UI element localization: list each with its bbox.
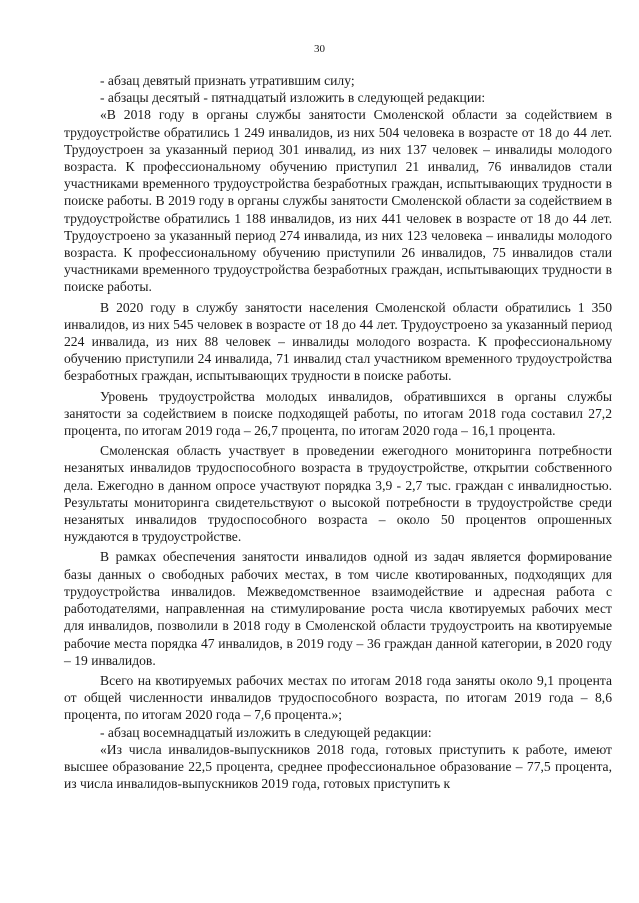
paragraph-monitoring: Смоленская область участвует в проведении ежегодного мониторинга потребности незанятых инвалидов трудоспособного возраста в трудоустройстве, открытии собственного дела. Ежегодно в данном опросе участвуют порядка 3,9 - 2,7 тыс. граждан с инвалидностью. Результаты мониторинга свидетельствуют о высокой потребности в трудоустройстве среди незанятых инвалидов трудоспособного возраста – около 50 процентов опрошенных нуждаются в трудоустройстве. [64, 443, 612, 545]
paragraph-graduates: «Из числа инвалидов-выпускников 2018 года, готовых приступить к работе, имеют высшее образование 22,5 процента, среднее профессиональное образование – 77,5 процента, из числа инвалидов-выпускников 2019 года, готовых приступить к [64, 741, 612, 792]
paragraph-item-9-repealed: - абзац девятый признать утратившим силу; [100, 73, 355, 88]
paragraph-item-18-intro: - абзац восемнадцатый изложить в следующей редакции: [100, 724, 432, 740]
paragraph-2020-statistics: В 2020 году в службу занятости населения Смоленской области обратились 1 350 инвалидов, из них 545 человек в возрасте от 18 до 44 лет. Трудоустроено за указанный период 224 инвалида, из них 88 человек – инвалиды молодого возраста. К профессиональному обучению приступили 24 инвалида, 71 инвалид стал участником временного трудоустройства безработных граждан, испытывающих трудности в поиске работы. [64, 299, 612, 384]
paragraph-quota-totals: Всего на квотируемых рабочих местах по итогам 2018 года заняты около 9,1 процента от общей численности инвалидов трудоспособного возраста, по итогам 2019 года – 8,6 процента, по итогам 2020 года – 7,6 процента.»; [64, 672, 612, 723]
paragraph-quota-jobs: В рамках обеспечения занятости инвалидов одной из задач является формирование базы данных о свободных рабочих местах, в том числе квотированных, подходящих для трудоустройства инвалидов. Межведомственное взаимодействие и адресная работа с работодателями, направленная на стимулирование роста числа квотируемых рабочих мест для инвалидов, позволили в 2018 году в Смоленской области трудоустроить на квотируемые рабочие места порядка 47 инвалидов, в 2019 году – 36 граждан данной категории, в 2020 году – 19 инвалидов. [64, 549, 612, 668]
document-body [64, 72, 612, 792]
page-number: 30 [314, 43, 325, 55]
paragraph-items-10-15-intro: - абзацы десятый - пятнадцатый изложить в следующей редакции: [100, 90, 486, 106]
paragraph-employment-level: Уровень трудоустройства молодых инвалидов, обратившихся в органы службы занятости за содействием в поиске подходящей работы, по итогам 2018 года составил 27,2 процента, по итогам 2019 года – 26,7 процента, по итогам 2020 года – 16,1 процента. [64, 388, 612, 439]
paragraph-2018-2019-statistics: «В 2018 году в органы службы занятости Смоленской области за содействием в трудоустройстве обратились 1 249 инвалидов, из них 504 человека в возрасте от 18 до 44 лет. Трудоустроен за указанный период 301 инвалид, из них 137 человек – инвалиды молодого возраста. К профессиональному обучению приступил 21 инвалид, 76 инвалидов стали участниками временного трудоустройства безработных граждан, испытывающих трудности в поиске работы. В 2019 году в органы службы занятости Смоленской области за содействием в трудоустройстве обратились 1 188 инвалидов, из них 441 человек в возрасте от 18 до 44 лет. Трудоустроено за указанный период 274 инвалида, из них 123 человека – инвалиды молодого возраста. К профессиональному обучению приступили 26 инвалидов, 75 инвалидов стали участниками временного трудоустройства безработных граждан, испытывающих трудности в поиске работы. [64, 107, 612, 295]
